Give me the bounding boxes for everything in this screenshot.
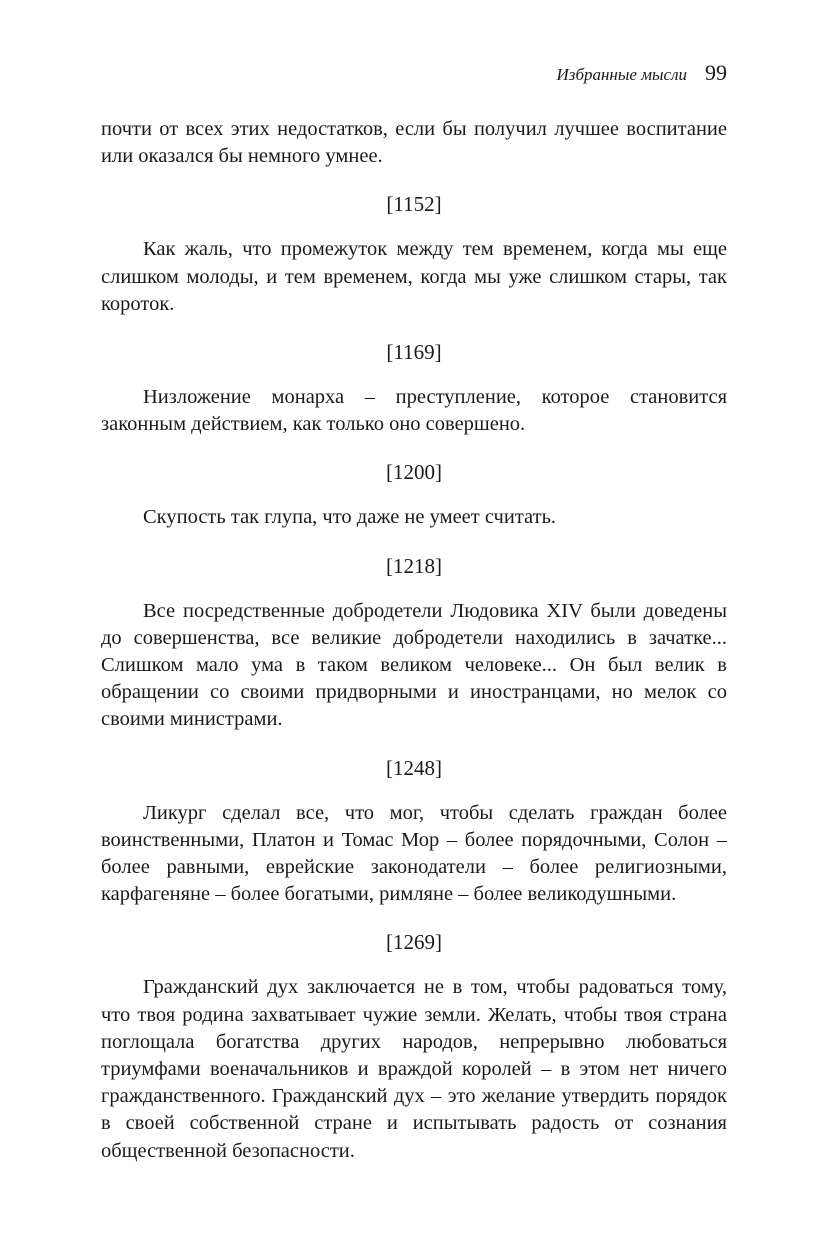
entry-number-1152: [1152]	[386, 192, 442, 217]
entry-text-1200: Скупость так глупа, что даже не умеет считать.	[143, 506, 557, 529]
entry-number-1248: [1248]	[386, 755, 442, 780]
entry-number-1200: [1200]	[386, 460, 442, 485]
entry-text-1152: Как жаль, что промежуток между тем временем, когда мы еще слишком молоды, и тем временем, когда мы уже слишком стары, так короток.	[101, 238, 727, 315]
running-title: Избранные мысли	[556, 65, 687, 84]
entry-text-1169: Низложение монарха – преступление, которое становится законным действием, как только оно совершено.	[101, 386, 727, 436]
page-number: 99	[705, 60, 727, 85]
entry-number-1218: [1218]	[386, 553, 442, 578]
continuation-paragraph: почти от всех этих недостатков, если бы получил лучшее воспитание или оказался бы немного умнее.	[101, 118, 727, 168]
entry-number-1169: [1169]	[386, 340, 442, 365]
entry-number-1269: [1269]	[386, 930, 442, 955]
entry-text-1248: Ликург сделал все, что мог, чтобы сделать граждан более воинственными, Платон и Томас Мор – более порядочными, Солон – более равными, еврейские законодатели – более религиозными, карфагеняне – более богатыми, римляне – более великодушными.	[101, 801, 727, 906]
running-header	[101, 60, 727, 94]
entry-text-1218: Все посредственные добродетели Людовика XIV были доведены до совершенства, все великие добродетели находились в зачатке... Слишком мало ума в таком великом человеке... Он был велик в обращении со своими придворными и иностранцами, но мелок со своими министрами.	[101, 599, 727, 731]
book-page	[101, 60, 727, 1165]
entry-text-1269: Гражданский дух заключается не в том, чтобы радоваться тому, что твоя родина захватывает чужие земли. Желать, чтобы твоя страна поглощала богатства других народов, непрерывно любоваться триумфами военачальников и враждой королей – в этом нет ничего гражданственного. Гражданский дух – это желание утвердить порядок в своей собственной стране и испытывать радость от сознания общественной безопасности.	[101, 976, 727, 1162]
